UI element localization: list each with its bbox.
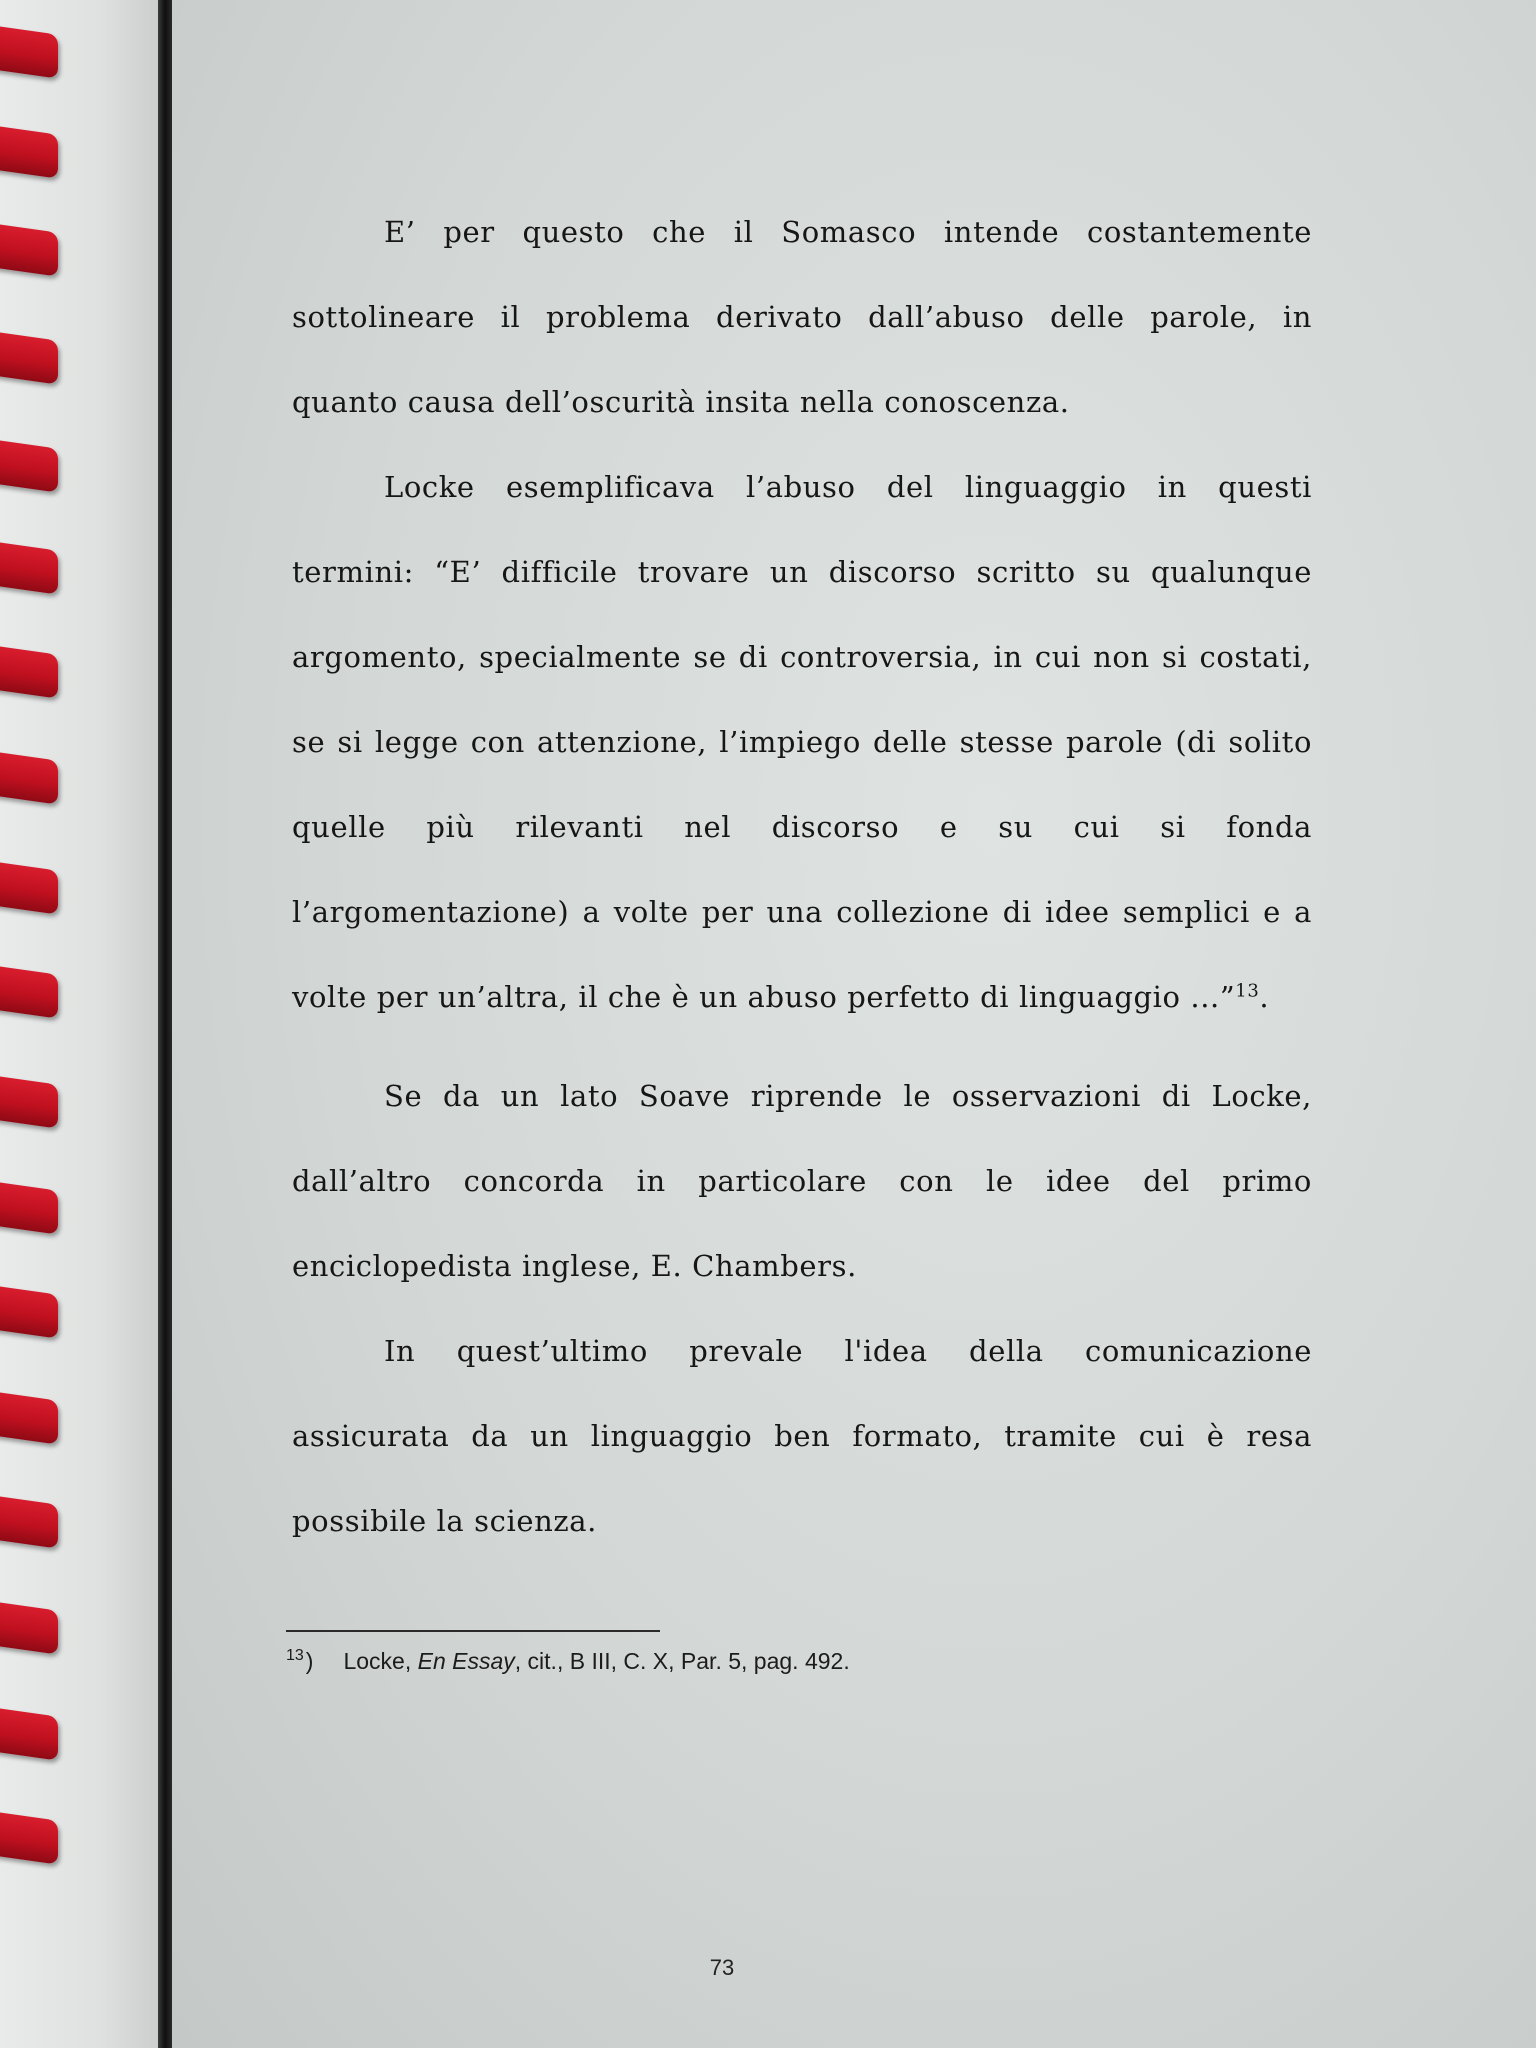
- binding-coil: [0, 331, 58, 384]
- binding-coil: [0, 125, 58, 178]
- binding-coil: [0, 223, 58, 276]
- paragraph-1: E’ per questo che il Somasco intende costantemente sottolineare il problema derivato dall’abuso delle parole, in quanto causa dell’oscurità insita nella conoscenza.: [292, 215, 1312, 419]
- paragraph-3: Se da un lato Soave riprende le osservazioni di Locke, dall’altro concorda in particolare con le idee del primo enciclopedista inglese, E. Chambers.: [292, 1079, 1312, 1283]
- paragraph-2-text: Locke esemplificava l’abuso del linguaggio in questi termini: “E’ difficile trovare un discorso scritto su qualunque argomento, specialmente se di controversia, in cui non si costati, se si legge con attenzione, l’impiego delle stesse parole (di solito quelle più rilevanti nel discorso e su cui si fonda l’argomentazione) a volte per una collezione di idee semplici e a volte per un’altra, il che è un abuso perfetto di linguaggio ...”: [292, 470, 1312, 1014]
- binding-coil: [0, 965, 58, 1018]
- binding-coil: [0, 541, 58, 594]
- page-spine-edge: [158, 0, 172, 2048]
- footnote-reference: 13: [1235, 980, 1260, 1002]
- binding-coil: [0, 861, 58, 914]
- footnote-title: En Essay: [417, 1648, 515, 1674]
- binding-coil: [0, 1811, 58, 1864]
- paragraph-4: In quest’ultimo prevale l'idea della comunicazione assicurata da un linguaggio ben formato, tramite cui è resa possibile la scienza.: [292, 1334, 1312, 1538]
- footnote: [286, 1648, 1286, 1675]
- binding-coil: [0, 1601, 58, 1654]
- binding-coil: [0, 25, 58, 78]
- binding-coil: [0, 439, 58, 492]
- binding-coil: [0, 1075, 58, 1128]
- body-text: [292, 190, 1312, 1564]
- binding-coil: [0, 1181, 58, 1234]
- paragraph-2: [292, 445, 1312, 1040]
- page-number: 73: [709, 1955, 735, 1980]
- binding-coil: [0, 1495, 58, 1548]
- binding-coil: [0, 1707, 58, 1760]
- footnote-number: 13: [286, 1647, 304, 1665]
- binding-coil: [0, 1391, 58, 1444]
- binding-coil: [0, 1285, 58, 1338]
- binding-coil: [0, 751, 58, 804]
- spiral-binding: [0, 0, 168, 2048]
- footnote-citation: , cit., B III, C. X, Par. 5, pag. 492.: [514, 1648, 850, 1674]
- footnote-reference-period: .: [1259, 980, 1270, 1014]
- footnote-author: Locke,: [343, 1648, 418, 1674]
- footnote-separator: [286, 1630, 660, 1632]
- binding-coil: [0, 645, 58, 698]
- footnote-paren: ): [305, 1648, 314, 1674]
- document-page: [172, 0, 1536, 2048]
